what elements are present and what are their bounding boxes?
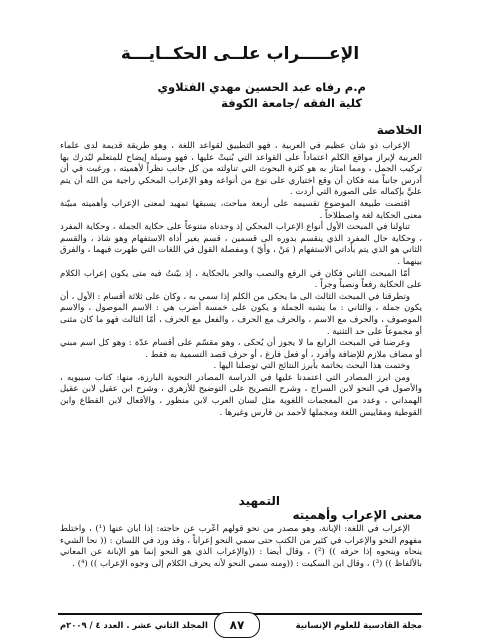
section-heading: معنى الإعراب وأهميته <box>292 508 422 522</box>
summary-paragraph: وتطرقنا في المبحث الثالث الى ما يحكى من الكلم إذا سمي به ، وكان على ثلاثة أقسام : الأول ، أن يكون جملة ، والثاني : ما يشبه الجملة و يكون على خمسة أضرب هي : الاسم الموصول ، والاسم الموصوف ، والحرف مع الاسم ، والحرف مع الحرف ، والفعل مع الحرف ، أمّا الثالث فهو ما كان مثنى أو مجموعاً على حد التثنية . <box>60 291 422 337</box>
summary-paragraph: أمّا المبحث الثاني فكان في الرفع والنصب والجر بالحكاية ، إذ بيّنتُ فيه متى يكون إعراب الكلام على الحكاية رفعاً ونصباً وجراً . <box>60 268 422 291</box>
paper-title: الإعـــــراب علــى الحكــايـــة <box>120 44 360 64</box>
author-name: م.م رفاه عبد الحسين مهدي الفتلاوي <box>157 80 366 94</box>
summary-paragraph: ومن ابرز المصادر التي اعتمدنا عليها في الدراسة المصادر النحوية البارزة، منها: كتاب سيبويه ، والأصول في النحو لابن السراج ، وشرح التصريح على التوضيح للأزهري ، وشرح ابن عقيل لابن عقيل الهمداني ، وعدد من المعجمات اللغوية مثل لسان العرب لابن منظور ، والأفعال لابن القطاع وابن القوطية ومقاييس اللغة ومجملها لأحمد بن فارس وغيرها . <box>60 372 422 418</box>
summary-body <box>60 141 422 485</box>
page-number: ٨٧ <box>214 612 260 638</box>
summary-heading: الخلاصة <box>376 123 422 137</box>
summary-paragraph: اقتضت طبيعة الموضوع تقسيمه على أربعة مباحث، يسبقها تمهيد لمعنى الإعراب وأهميته مبيّنة معنى الحكاية لغة واصطلاحاً . <box>60 198 422 221</box>
section-paragraph: الإعراب في اللغة: الإبانة، وهو مصدر من نحو قولهم أعْرب عن حاجته: إذا أبان عنها (¹) ، واختلط مفهوم النحو والإعراب في كثير من الكتب حتى سمي النحو إعراباً ، وقد ورد في اللسان : (( نحا الشيء ينحاه وينحوه إذا حرفه )) (²) ، وقال أيضا : ((والإعراب الذي هو النحو إنما هو الإبانة عن المعاني بالألفاظ )) (³) ، وقال ابن السكيت : ((ومنه سمي النحو لأنه يحرف الكلام إلى وجوه الإعراب )) (⁴) . <box>60 524 422 569</box>
journal-name: مجلة القادسية للعلوم الإنسانية <box>295 620 422 630</box>
summary-paragraph: وختمت هذا البحث بخاتمة بأبرز النتائج التي توصلنا اليها . <box>213 361 410 372</box>
summary-paragraph: تناولنا في المبحث الأول أنواع الإعراب المحكي إذ وجدناه متنوعاً على حكاية الجملة ، وحكاية المفرد ، وحكاية حال المفرد الذي ينقسم بدوره الى قسمين ، قسم بغير أداة الاستفهام وهو شاذ ، والقسم الثاني هو الذي يتم بأداتي الاستفهام ( مَنْ ، وأيّ ) ومفصلة القول في اللغات التي ظهرت فيهما ، والفرق بينهما . <box>60 222 422 267</box>
author-affiliation: كلية الفقه /جامعة الكوفة <box>221 96 362 110</box>
section-body <box>60 524 422 616</box>
summary-paragraph: وعرضنا في المبحث الرابع ما لا يجوز أن يُحكى ، وهو مقسّم على أقسام عدّة : وهو كل اسم مبني أو مضاف ملازم للإضافة وأفرد ، أو فعل فارغ ، أو حرف قصد التسمية به فقط . <box>60 338 422 360</box>
volume-issue: المجلد الثاني عشر . العدد ٤ / ٢٠٠٩م <box>60 620 208 630</box>
summary-paragraph: الإعراب ذو شأن عظيم في العربية ، فهو التطبيق لقواعد اللغة ، وهو طريقة قديمة لدى علماء العربية لإبراز مواقع الكلم اعتماداً على القواعد التي بُنيتْ عليها ، فهو وسيلة إيضاح للمتعلم ليُدرك بها تركيب الجمل ، ومما امتاز به هو كثرة البحوث التي تناولته من كل جانب نظراً لأهميته ، ورغبت في أن أدرس جانباً منه فكان أن وقع اختياري على نوع من أنواعه وهو الإعراب المحكي راجية من الله أن يتم عليَّ بإكماله على الصورة التي أردت . <box>60 141 422 198</box>
intro-heading: التمهيد <box>238 494 280 508</box>
